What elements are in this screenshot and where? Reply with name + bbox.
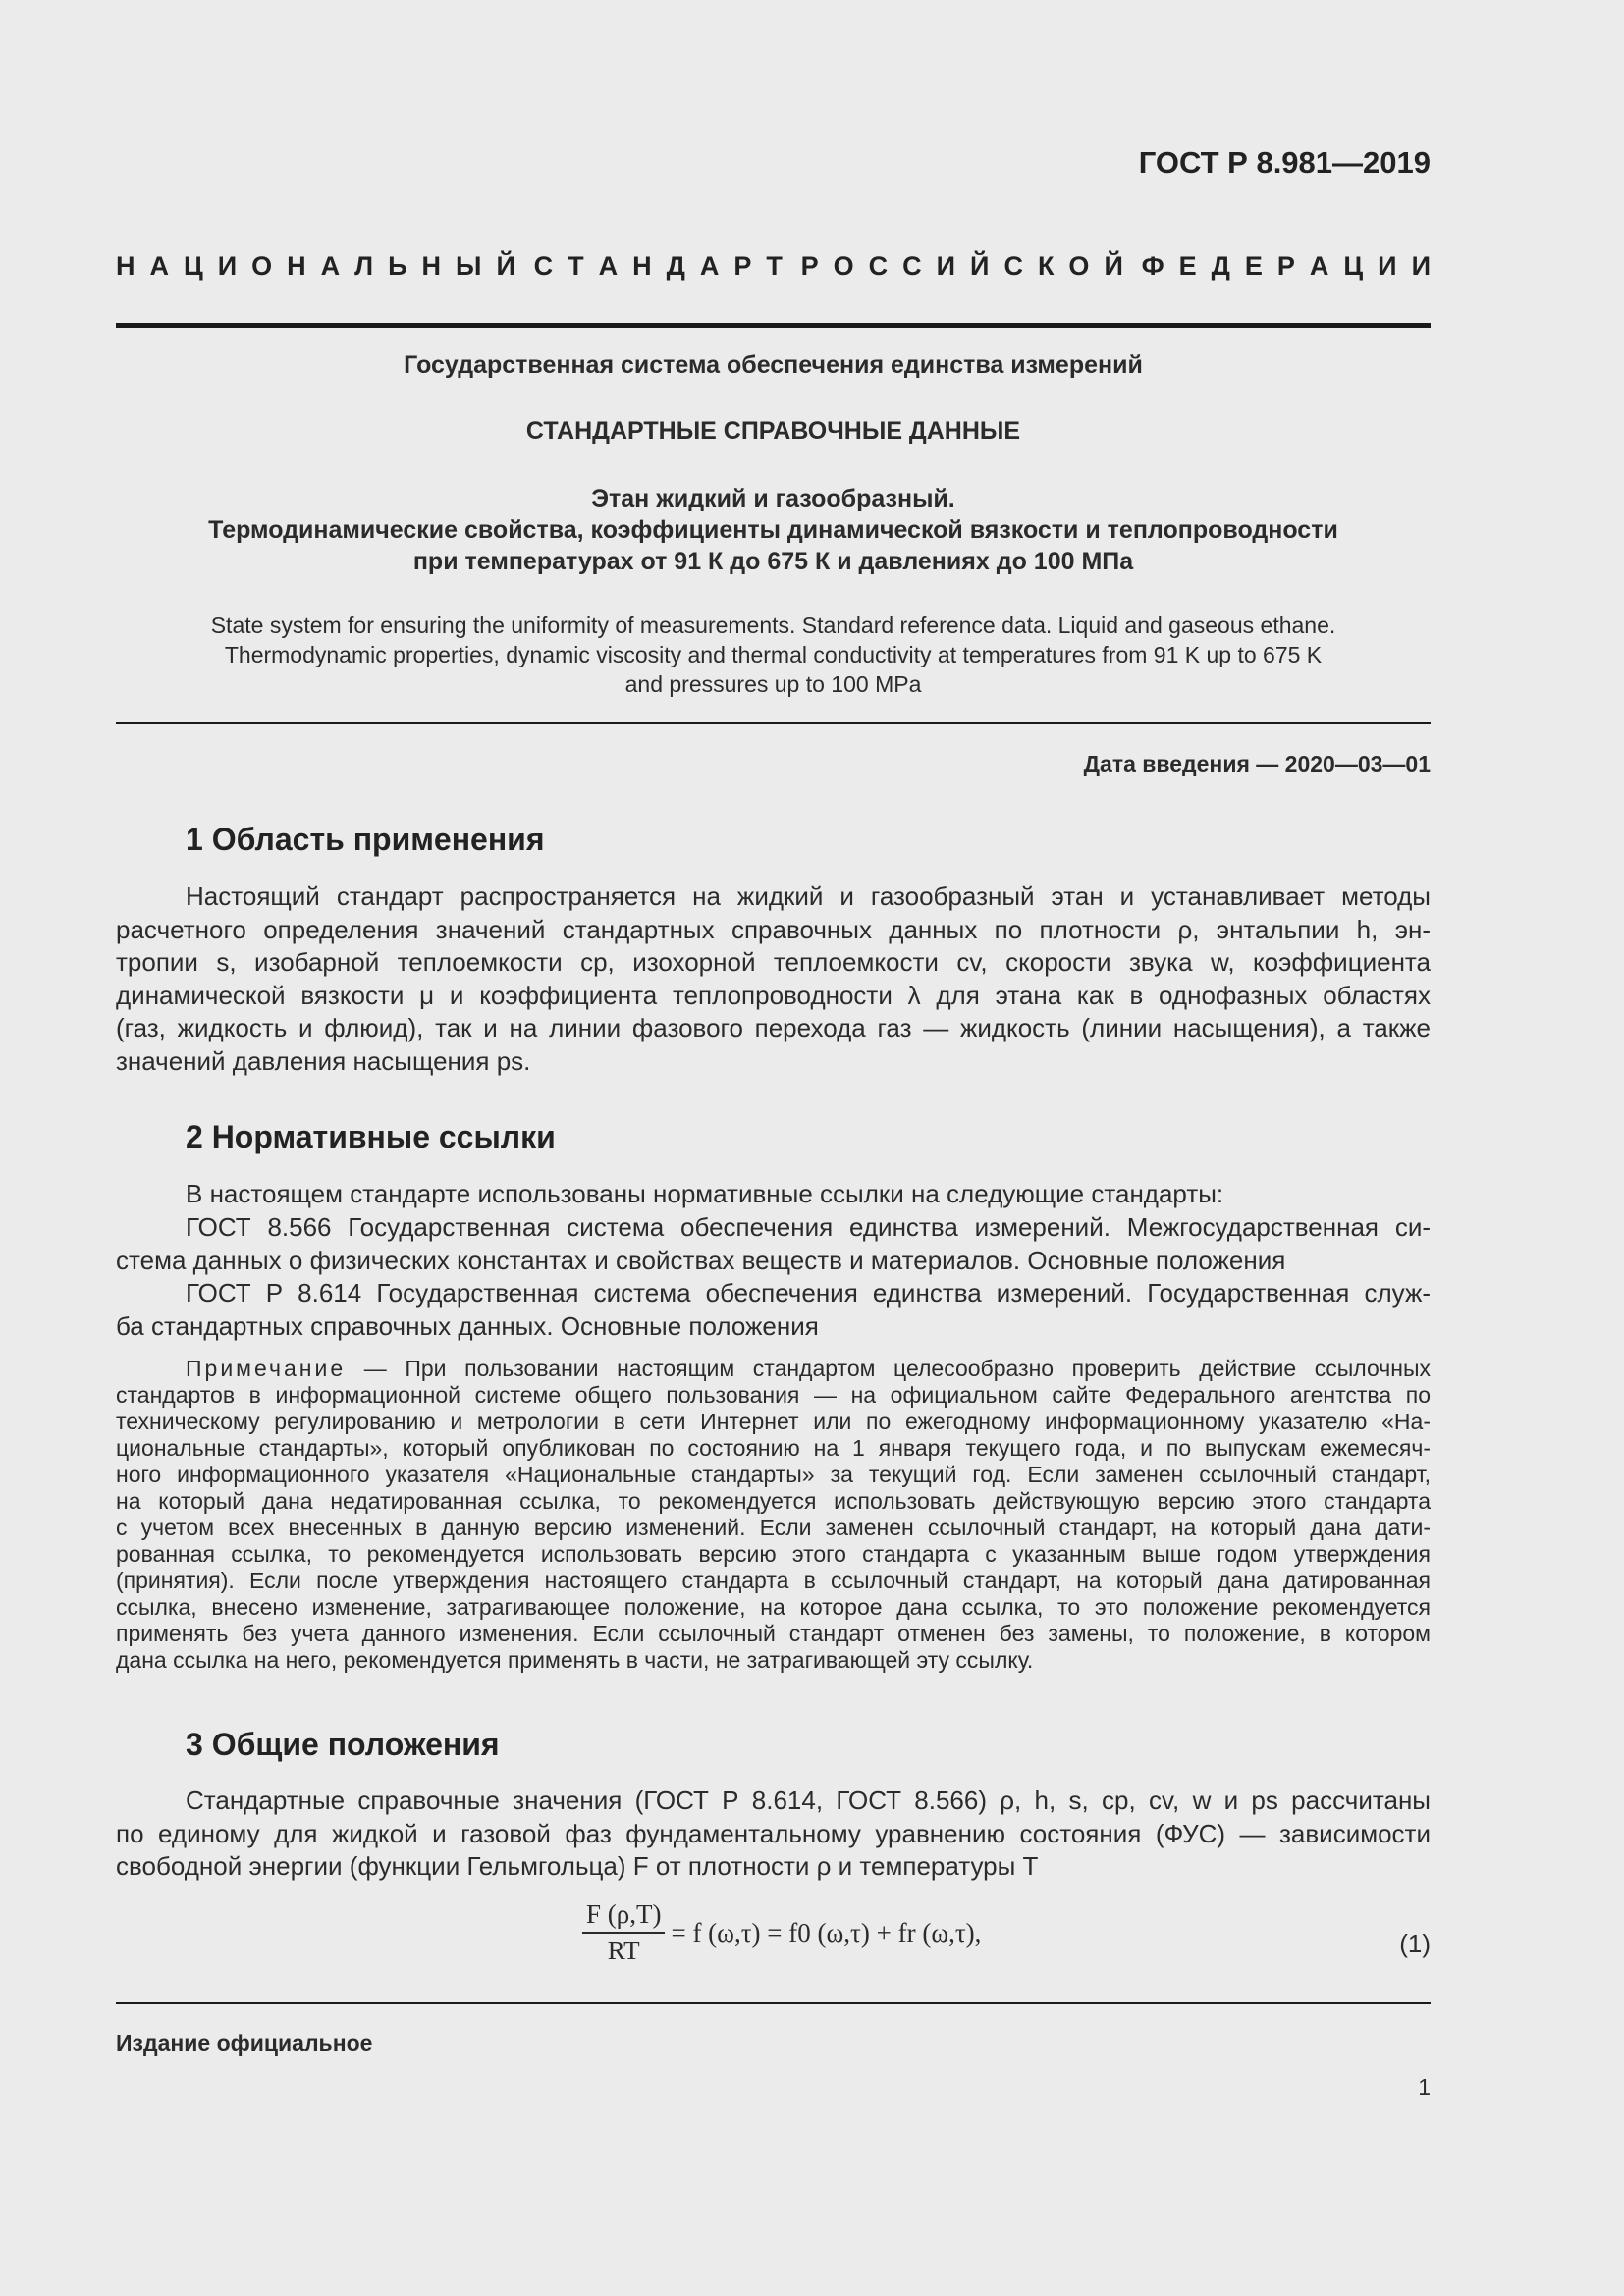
note-line: [116, 1356, 1431, 1382]
introduction-date: Дата введения — 2020—03—01: [1083, 751, 1431, 776]
note-line: (принятия). Если после утверждения настоящего стандарта в ссылочный стандарт, на который дана датированная: [116, 1568, 1431, 1593]
title-divider: [116, 722, 1431, 724]
section-2-note: [116, 1356, 1431, 1674]
note-line: рованная ссылка, то рекомендуется использовать версию этого стандарта с указанным выше годом утверждения: [116, 1541, 1431, 1567]
note-line: дана ссылка на него, рекомендуется применять в части, не затрагивающей эту ссылку.: [116, 1647, 1034, 1673]
english-title-line: Thermodynamic properties, dynamic viscosity and thermal conductivity at temperatures from 91 K up to 675 K: [224, 642, 1323, 667]
section-3-paragraph: [116, 1785, 1431, 1884]
note-line: применять без учета данного изменения. Если ссылочный стандарт отменен без замены, то положение, в котором: [116, 1621, 1431, 1646]
formula-denominator: RT: [607, 1936, 640, 1965]
paragraph-line: Стандартные справочные значения (ГОСТ Р 8.614, ГОСТ 8.566) ρ, h, s, cp, cv, w и ps рассчитаны: [186, 1786, 1431, 1815]
reference-gost-8-566: [116, 1211, 1431, 1277]
note-line: техническому регулированию и метрологии в сети Интернет или по ежегодному информационному указателю «На-: [116, 1409, 1431, 1434]
note-label: Примечание: [186, 1356, 347, 1381]
paragraph-line: ГОСТ 8.566 Государственная система обеспечения единства измерений. Межгосударственная си-: [186, 1212, 1431, 1242]
reference-gost-r-8-614: [116, 1277, 1431, 1343]
title-line: Термодинамические свойства, коэффициенты динамической вязкости и теплопроводности: [208, 516, 1338, 544]
section-2-heading: 2 Нормативные ссылки: [186, 1119, 556, 1154]
national-title-word: С Т А Н Д А Р Т: [533, 251, 783, 281]
section-1-paragraph: [116, 881, 1431, 1078]
national-title-word: Н А Ц И О Н А Л Ь Н Ы Й: [116, 251, 515, 281]
title-line: при температурах от 91 К до 675 К и давлениях до 100 МПа: [412, 548, 1134, 575]
note-line: циональные стандарты», который опубликован по состоянию на 1 января текущего года, и по выпускам ежемесяч-: [116, 1435, 1431, 1461]
formula-1: [582, 1899, 981, 1966]
english-title-line: State system for ensuring the uniformity of measurements. Standard reference data. Liquid and gaseous ethane.: [210, 613, 1336, 638]
document-page: [116, 0, 1431, 2296]
note-text: — При пользовании настоящим стандартом целесообразно проверить действие ссылочных: [346, 1356, 1431, 1381]
paragraph-line: ба стандартных справочных данных. Основные положения: [116, 1310, 819, 1341]
paragraph-line: по единому для жидкой и газовой фаз фундаментальному уравнению состояния (ФУС) — зависимости: [116, 1818, 1431, 1848]
paragraph-line: ГОСТ Р 8.614 Государственная система обеспечения единства измерений. Государственная служ-: [186, 1278, 1431, 1308]
formula-number: (1): [1399, 1929, 1431, 1958]
note-line: на который дана недатированная ссылка, то рекомендуется использовать действующую версию этого стандарта: [116, 1488, 1431, 1514]
section-2-intro: [116, 1178, 1431, 1211]
note-line: стандартов в информационной системе общего пользования — на официальном сайте Федерального агентства по: [116, 1382, 1431, 1408]
footer-divider: [116, 2002, 1431, 2004]
paragraph-line: стема данных о физических константах и свойствах веществ и материалов. Основные положения: [116, 1245, 1286, 1275]
paragraph-line: динамической вязкости μ и коэффициента теплопроводности λ для этана как в однофазных областях: [116, 980, 1431, 1010]
section-3-heading: 3 Общие положения: [186, 1727, 500, 1762]
series-name: СТАНДАРТНЫЕ СПРАВОЧНЫЕ ДАННЫЕ: [525, 417, 1021, 445]
formula-numerator: F (ρ,T): [582, 1899, 665, 1934]
paragraph-line: тропии s, изобарной теплоемкости cp, изохорной теплоемкости cv, скорости звука w, коэффициента: [116, 947, 1431, 977]
header-divider: [116, 323, 1431, 328]
paragraph-line: расчетного определения значений стандартных справочных данных по плотности ρ, энтальпии h, эн-: [116, 914, 1431, 944]
standard-title: [116, 483, 1431, 577]
section-1-heading: 1 Область применения: [186, 822, 545, 857]
paragraph-line: свободной энергии (функции Гельмгольца) F от плотности ρ и температуры T: [116, 1851, 1039, 1881]
note-line: с учетом всех внесенных в данную версию изменений. Если заменен ссылочный стандарт, на который дана дати-: [116, 1515, 1431, 1540]
official-edition-label: Издание официальное: [116, 2030, 373, 2056]
formula-right-side: = f (ω,τ) = f0 (ω,τ) + fr (ω,τ),: [671, 1917, 982, 1948]
title-line: Этан жидкий и газообразный.: [591, 485, 955, 512]
system-name: Государственная система обеспечения единства измерений: [404, 351, 1143, 379]
english-title: [116, 611, 1431, 699]
national-standard-title: [116, 251, 1431, 282]
paragraph-line: (газ, жидкость и флюид), так и на линии фазового перехода газ — жидкость (линии насыщения), а также: [116, 1013, 1431, 1042]
note-line: ссылка, внесено изменение, затрагивающее положение, на которое дана ссылка, то это положение рекомендуется: [116, 1594, 1431, 1620]
note-line: ного информационного указателя «Национальные стандарты» за текущий год. Если заменен ссылочный стандарт,: [116, 1462, 1431, 1487]
national-title-word: Ф Е Д Е Р А Ц И И: [1141, 251, 1431, 281]
document-code: ГОСТ Р 8.981—2019: [1138, 145, 1431, 180]
paragraph-line: значений давления насыщения ps.: [116, 1045, 531, 1076]
national-title-word: Р О С С И Й С К О Й: [800, 251, 1123, 281]
paragraph-line: Настоящий стандарт распространяется на жидкий и газообразный этан и устанавливает методы: [186, 881, 1431, 911]
paragraph-line: В настоящем стандарте использованы нормативные ссылки на следующие стандарты:: [186, 1179, 1224, 1208]
formula-fraction: [582, 1899, 665, 1966]
english-title-line: and pressures up to 100 MPa: [624, 671, 922, 697]
page-number: 1: [1418, 2074, 1431, 2100]
